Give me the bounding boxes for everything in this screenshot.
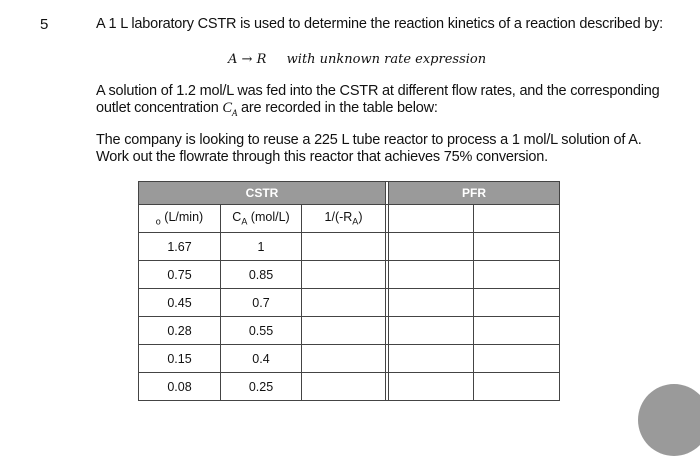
cstr-header: CSTR: [139, 182, 386, 205]
conc-cell: 0.55: [221, 317, 302, 345]
flow-cell: 0.45: [139, 289, 221, 317]
data-text-a: A solution of 1.2 mol/L was fed into the CSTR at different flow rates, and the corresponding outlet concentration: [96, 83, 660, 116]
conc-variable: $C_A$: [222, 99, 238, 118]
rate-header: $1/(-R_A)$: [302, 205, 386, 233]
table-row: [139, 261, 560, 289]
pfr-cell: [389, 261, 474, 289]
pfr-cell: [474, 345, 560, 373]
conc-cell: 0.4: [221, 345, 302, 373]
flow-cell: 0.28: [139, 317, 221, 345]
pfr-cell: [389, 289, 474, 317]
conc-cell: 0.7: [221, 289, 302, 317]
reaction-equation: [228, 52, 486, 67]
reactant: A: [228, 52, 238, 67]
conc-header: $C_A$ (mol/L): [221, 205, 302, 233]
column-header-row: [139, 205, 560, 233]
pfr-cell: [389, 205, 474, 233]
product: R: [256, 52, 267, 67]
pfr-cell: [474, 233, 560, 261]
table-row: [139, 373, 560, 401]
rate-cell: [302, 289, 386, 317]
overlay-circle: [638, 384, 700, 456]
rate-cell: [302, 261, 386, 289]
table-row: [139, 233, 560, 261]
flow-cell: 0.75: [139, 261, 221, 289]
table-row: [139, 345, 560, 373]
conc-cell: 1: [221, 233, 302, 261]
rate-cell: [302, 317, 386, 345]
flow-cell: 0.08: [139, 373, 221, 401]
reaction-arrow: →: [241, 52, 253, 67]
pfr-cell: [474, 289, 560, 317]
pfr-cell: [474, 261, 560, 289]
table-row: [139, 317, 560, 345]
pfr-cell: [389, 317, 474, 345]
question-number: 5: [40, 16, 49, 33]
flow-cell: 0.15: [139, 345, 221, 373]
task-description: The company is looking to reuse a 225 L tube reactor to process a 1 mol/L solution of A. Work out the flowrate through this reactor that achieves 75% conversion.: [96, 132, 642, 165]
kinetics-table: [138, 181, 560, 401]
flow-cell: 1.67: [139, 233, 221, 261]
rate-cell: [302, 373, 386, 401]
flow-header: $_o$ (L/min): [139, 205, 221, 233]
group-header-row: [139, 182, 560, 205]
conc-cell: 0.25: [221, 373, 302, 401]
pfr-cell: [389, 345, 474, 373]
reaction-note: with unknown rate expression: [286, 52, 487, 67]
pfr-cell: [389, 233, 474, 261]
pfr-cell: [389, 373, 474, 401]
table-row: [139, 289, 560, 317]
question-intro: A 1 L laboratory CSTR is used to determine the reaction kinetics of a reaction described by:: [96, 16, 664, 32]
pfr-cell: [474, 373, 560, 401]
data-description: [96, 83, 666, 121]
rate-cell: [302, 345, 386, 373]
pfr-cell: [474, 317, 560, 345]
rate-cell: [302, 233, 386, 261]
pfr-header: PFR: [389, 182, 560, 205]
conc-cell: 0.85: [221, 261, 302, 289]
pfr-cell: [474, 205, 560, 233]
data-text-b: are recorded in the table below:: [237, 99, 438, 116]
